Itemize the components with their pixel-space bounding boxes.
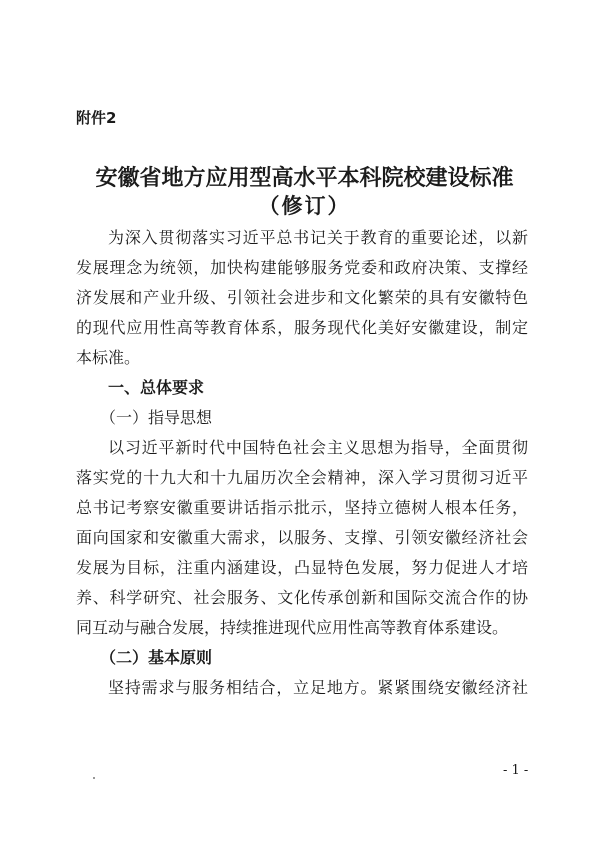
paragraph-line: 养、科学研究、社会服务、文化传承创新和国际交流合作的协 [76, 588, 528, 607]
subsection-heading: （一）指导思想 [100, 408, 213, 427]
document-title: 安徽省地方应用型高水平本科院校建设标准 [95, 165, 514, 191]
intro-paragraph [76, 223, 528, 373]
paragraph-line: 面向国家和安徽重大需求，以服务、支撑、引领安徽经济社会 [76, 528, 528, 547]
paragraph-line: 落实党的十九大和十九届历次全会精神，深入学习贯彻习近平 [76, 468, 528, 487]
basic-principles-paragraph [76, 673, 528, 703]
guiding-thought-paragraph [76, 433, 528, 643]
paragraph-line: 为深入贯彻落实习近平总书记关于教育的重要论述，以新 [108, 228, 528, 247]
section-heading: 一、总体要求 [108, 378, 205, 397]
scan-speck [93, 777, 95, 779]
subsection-heading: （二）基本原则 [100, 648, 213, 667]
paragraph-line: 同互动与融合发展，持续推进现代应用性高等教育体系建设。 [76, 618, 509, 637]
document-subtitle: （修订） [258, 193, 351, 218]
paragraph-line: 济发展和产业升级、引领社会进步和文化繁荣的具有安徽特色 [76, 288, 528, 307]
paragraph-line: 的现代应用性高等教育体系，服务现代化美好安徽建设，制定 [76, 318, 528, 337]
attachment-label: 附件2 [76, 109, 117, 127]
paragraph-line: 坚持需求与服务相结合，立足地方。紧紧围绕安徽经济社 [108, 678, 528, 697]
paragraph-line: 以习近平新时代中国特色社会主义思想为指导，全面贯彻 [108, 438, 528, 457]
page-number: - 1 - [503, 763, 529, 778]
document-body [76, 223, 528, 703]
paragraph-line: 发展为目标，注重内涵建设，凸显特色发展，努力促进人才培 [76, 558, 528, 577]
paragraph-line: 本标准。 [76, 348, 141, 367]
paragraph-line: 总书记考察安徽重要讲话指示批示，坚持立德树人根本任务， [76, 498, 528, 517]
paragraph-line: 发展理念为统领，加快构建能够服务党委和政府决策、支撑经 [76, 258, 528, 277]
